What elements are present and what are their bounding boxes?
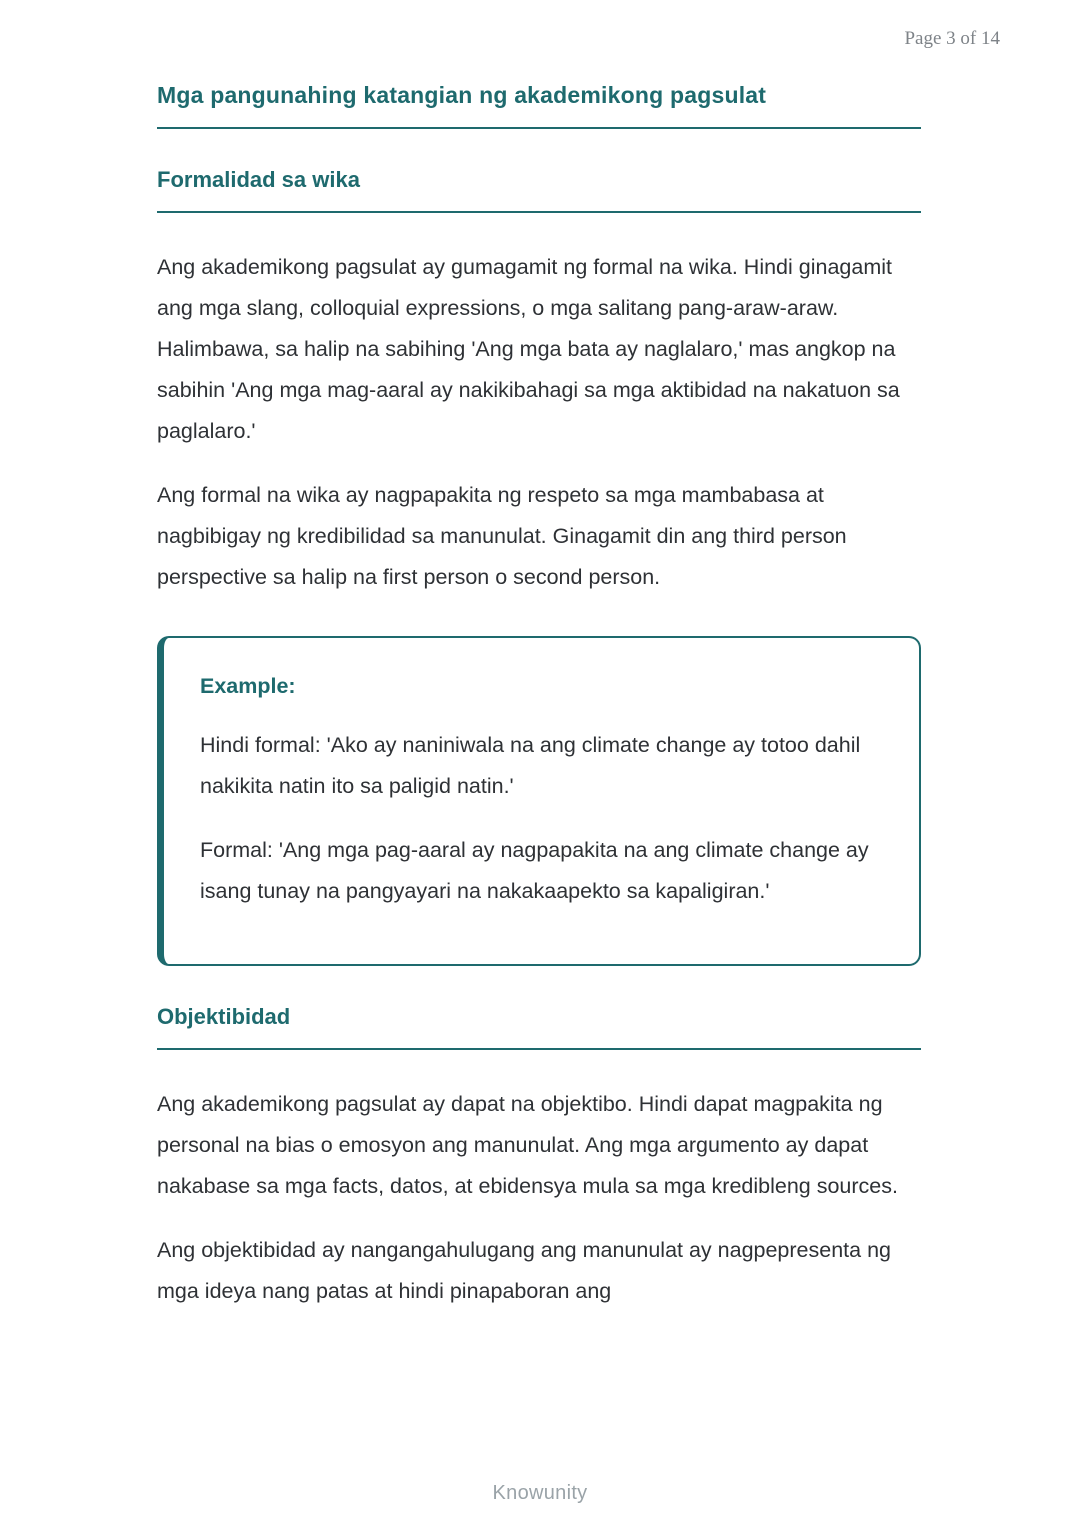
example-label: Example: (200, 674, 296, 698)
section-heading-formalidad: Formalidad sa wika (157, 167, 921, 213)
section-formalidad (157, 167, 921, 598)
section-heading-objektibidad: Objektibidad (157, 1004, 921, 1050)
example-paragraph-formal: Formal: 'Ang mga pag-aaral ay nagpapakita na ang climate change ay isang tunay na pangyayari na nakakaapekto sa kapaligiran.' (200, 838, 869, 903)
page-footer (0, 1482, 1080, 1505)
paragraph-objektibidad-2: Ang objektibidad ay nangangahulugang ang manunulat ay nagpepresenta ng mga ideya nang patas at hindi pinapaboran ang (157, 1238, 891, 1303)
paragraph-objektibidad-1: Ang akademikong pagsulat ay dapat na objektibo. Hindi dapat magpakita ng personal na bias o emosyon ang manunulat. Ang mga argumento ay dapat nakabase sa mga facts, datos, at ebidensya mula sa mga kredibleng sources. (157, 1092, 898, 1198)
example-paragraph-informal: Hindi formal: 'Ako ay naniniwala na ang climate change ay totoo dahil nakikita natin ito sa paligid natin.' (200, 733, 861, 798)
paragraph-formalidad-2: Ang formal na wika ay nagpapakita ng respeto sa mga mambabasa at nagbibigay ng kredibilidad sa manunulat. Ginagamit din ang third person perspective sa halip na first person o second person. (157, 483, 847, 589)
section-objektibidad (157, 1004, 921, 1312)
document-title: Mga pangunahing katangian ng akademikong pagsulat (157, 82, 921, 129)
page-number-indicator: Page 3 of 14 (904, 28, 1000, 49)
example-box (157, 636, 921, 966)
brand-name: Knowunity (492, 1482, 588, 1504)
document-content (157, 82, 921, 1312)
paragraph-formalidad-1: Ang akademikong pagsulat ay gumagamit ng formal na wika. Hindi ginagamit ang mga slang, colloquial expressions, o mga salitang pang-araw-araw. Halimbawa, sa halip na sabihing 'Ang mga bata ay naglalaro,' mas angkop na sabihin 'Ang mga mag-aaral ay nakikibahagi sa mga aktibidad na nakatuon sa paglalaro.' (157, 255, 900, 443)
